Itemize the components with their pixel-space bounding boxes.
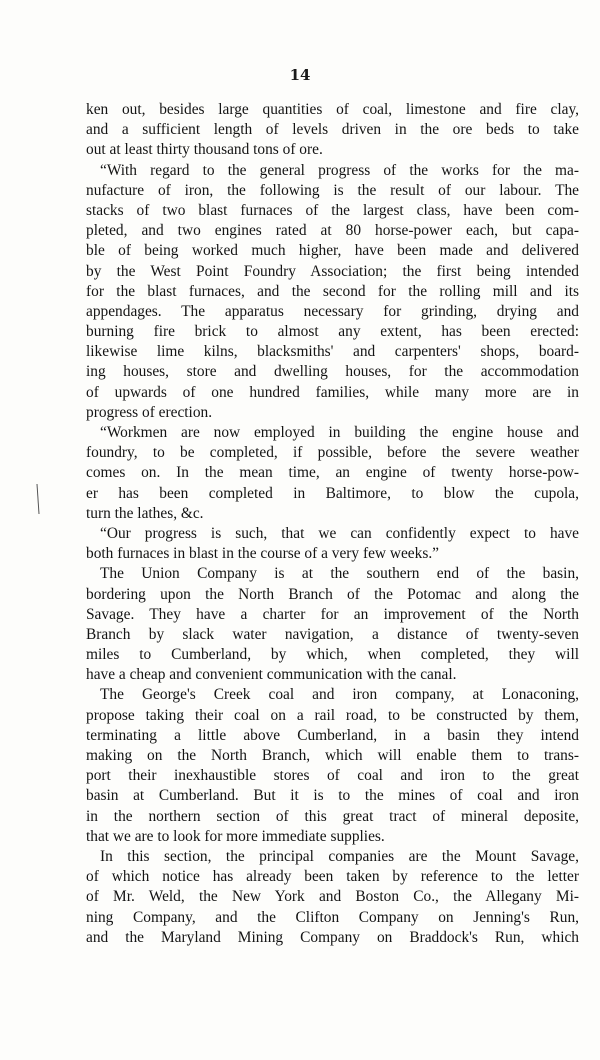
text-line: that we are to look for more immediate supplies. — [86, 827, 385, 845]
text-line: of upwards of one hundred families, while many more are in — [86, 383, 579, 401]
text-line: in the northern section of this great tract of mineral deposite, — [86, 807, 579, 825]
text-line: ing houses, store and dwelling houses, for the accommodation — [86, 363, 579, 381]
text-line: stacks of two blast furnaces of the largest class, have been com- — [86, 201, 579, 219]
text-line: pleted, and two engines rated at 80 horse-power each, but capa- — [86, 222, 579, 240]
text-line: The Union Company is at the southern end of the basin, — [100, 565, 579, 583]
text-line: out at least thirty thousand tons of ore. — [86, 141, 323, 159]
text-line: foundry, to be completed, if possible, before the severe weather — [86, 444, 579, 462]
text-line: bordering upon the North Branch of the Potomac and along the — [86, 585, 579, 603]
margin-pencil-mark — [36, 484, 40, 514]
text-line: port their inexhaustible stores of coal and iron to the great — [86, 767, 579, 785]
page-number: 14 — [289, 66, 311, 84]
text-line: making on the North Branch, which will enable them to trans- — [86, 747, 579, 764]
text-line: turn the lathes, &c. — [86, 504, 204, 522]
body-text — [86, 100, 579, 948]
text-line: comes on. In the mean time, an engine of twenty horse-pow- — [86, 464, 579, 482]
text-line: and a sufficient length of levels driven in the ore beds to take — [86, 121, 579, 139]
text-line: of Mr. Weld, the New York and Boston Co., the Allegany Mi- — [86, 888, 579, 906]
text-line: “Workmen are now employed in building the engine house and — [100, 424, 579, 441]
text-line: propose taking their coal on a rail road, to be constructed by them, — [86, 706, 579, 724]
text-line: “With regard to the general progress of the works for the ma- — [100, 161, 579, 179]
text-line: miles to Cumberland, by which, when completed, they will — [86, 646, 579, 664]
text-line: Savage. They have a charter for an improvement of the North — [86, 605, 579, 623]
text-line: Branch by slack water navigation, a distance of twenty-seven — [86, 625, 579, 643]
text-line: for the blast furnaces, and the second for the rolling mill and its — [86, 282, 579, 300]
text-line: ken out, besides large quantities of coal, limestone and fire clay, — [86, 101, 579, 118]
text-line: basin at Cumberland. But it is to the mines of coal and iron — [86, 787, 579, 805]
text-line: progress of erection. — [86, 403, 213, 421]
text-line: have a cheap and convenient communication with the canal. — [86, 666, 457, 684]
text-line: appendages. The apparatus necessary for grinding, drying and — [86, 302, 579, 320]
text-line: ning Company, and the Clifton Company on Jenning's Run, — [86, 908, 579, 926]
text-line: “Our progress is such, that we can confidently expect to have — [100, 524, 579, 542]
text-line: likewise lime kilns, blacksmiths' and carpenters' shops, board- — [86, 343, 579, 361]
text-line: ble of being worked much higher, have been made and delivered — [86, 242, 579, 260]
text-line: In this section, the principal companies are the Mount Savage, — [100, 847, 579, 865]
text-line: by the West Point Foundry Association; the first being intended — [86, 262, 579, 280]
text-line: er has been completed in Baltimore, to blow the cupola, — [86, 484, 579, 502]
text-line: and the Maryland Mining Company on Braddock's Run, which — [86, 928, 579, 946]
text-line: of which notice has already been taken by reference to the letter — [86, 868, 579, 886]
text-line: both furnaces in blast in the course of a very few weeks.” — [86, 545, 440, 563]
text-line: burning fire brick to almost any extent, has been erected: — [86, 323, 579, 341]
text-line: The George's Creek coal and iron company, at Lonaconing, — [100, 686, 579, 704]
text-line: terminating a little above Cumberland, in a basin they intend — [86, 726, 579, 744]
text-line: nufacture of iron, the following is the result of our labour. The — [86, 181, 579, 199]
